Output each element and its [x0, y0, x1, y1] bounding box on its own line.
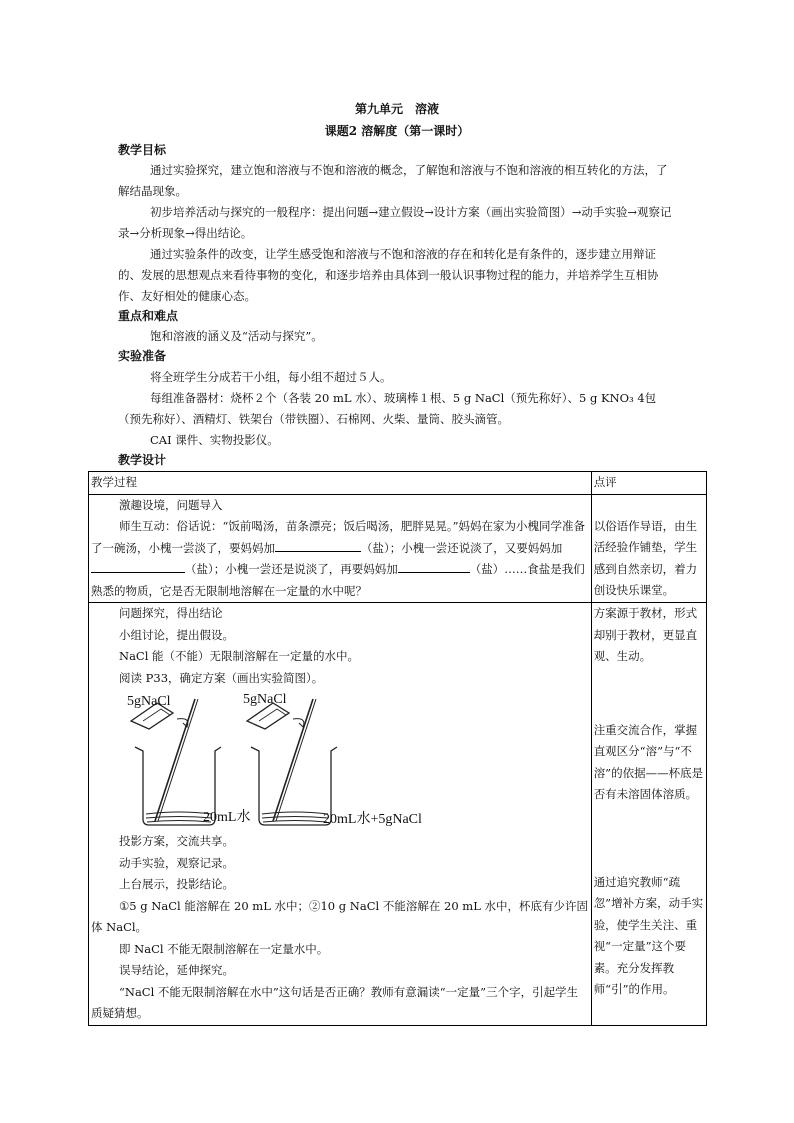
step-line: NaCl 能（不能）无限制溶解在一定量的水中。 [119, 649, 360, 663]
lesson-title: 课题2 溶解度（第一课时） [324, 124, 470, 138]
question-text: “NaCl 不能无限制溶解在水中”这句话是否正确？教师有意漏读“一定量”三个字，引起学生质疑猜想。 [91, 984, 579, 1020]
comment-text-1: 方案源于教材，形式却别于教材，更显直观、生动。 [593, 606, 698, 663]
goal-paragraph-3: 通过实验条件的改变，让学生感受饱和溶液与不饱和溶液的存在和转化是有条件的，逐步建立用辩证的、发展的思想观点来看待事物的变化，和逐步培养由具体到一般认识事物过程的能力，并培养学生互相协作、友好相处的健康心态。 [118, 247, 659, 303]
experiment-figure [91, 689, 589, 831]
goal-heading: 教学目标 [118, 143, 167, 157]
unit-title: 第九单元 溶液 [354, 102, 439, 116]
figure-label-1: 5gNaCl [127, 694, 171, 709]
conclusion-text: 即 NaCl 不能无限制溶解在一定量水中。 [119, 941, 329, 956]
figure-caption-2: 20mL水+5gNaCl [323, 812, 422, 827]
step-line: 动手实验，观察记录。 [119, 855, 234, 870]
stirring-rod-2-icon [273, 699, 313, 821]
step-line: 小组讨论，提出假设。 [119, 627, 234, 642]
result-text: ①5 g NaCl 能溶解在 20 mL 水中；②10 g NaCl 不能溶解在 20 mL 水中，杯底有少许固体 NaCl。 [91, 898, 588, 934]
teaching-design-table [88, 471, 707, 1026]
dialogue-part-c: （盐）；小槐一尝还是说淡了，再要妈妈加 [185, 562, 398, 576]
comment-cell-2 [591, 603, 706, 1026]
key-heading: 重点和难点 [118, 309, 179, 323]
prep-heading: 实验准备 [118, 349, 167, 363]
design-heading: 教学设计 [118, 453, 167, 467]
figure-label-2: 5gNaCl [243, 692, 287, 707]
table-row [89, 603, 707, 1026]
step-line: 阅读 P33，确定方案（画出实验简图）。 [119, 670, 324, 685]
process-cell-2 [89, 603, 592, 1026]
fill-blank [91, 560, 185, 573]
process-cell-1 [89, 494, 592, 603]
comment-text-3: 通过追究教师“疏忽”增补方案，动手实验，使学生关注、重视“一定量”这个要素。充分发挥教师“引”的作用。 [593, 874, 704, 996]
prep-paragraph-1: 将全班学生分成若干小组，每小组不超过５人。 [150, 370, 392, 384]
goal-paragraph-2: 初步培养活动与探究的一般程序：提出问题→建立假设→设计方案（画出实验简图）→动手实验→观察记录→分析现象→得出结论。 [118, 205, 672, 240]
step-line: 问题探究，得出结论 [119, 606, 223, 620]
step-line: 投影方案，交流共享。 [119, 834, 234, 848]
header-comment: 点评 [591, 472, 706, 495]
key-paragraph: 饱和溶液的涵义及“活动与探究”。 [150, 329, 323, 343]
comment-text: 以俗语作导语，由生活经验作铺垫，学生感到自然亲切，着力创设快乐课堂。 [593, 518, 698, 597]
figure-caption-1: 20mL水 [203, 810, 251, 825]
prep-paragraph-3: CAI 课件、实物投影仪。 [150, 433, 279, 447]
stirring-rod-1-icon [155, 699, 195, 821]
step-title: 激趣设境，问题导入 [119, 497, 223, 512]
table-row [89, 494, 707, 603]
dialogue-paragraph [91, 516, 589, 602]
dialogue-part-d: （盐）……食盐是我们熟悉的物质，它是否无限制地溶解在一定量的水中呢？ [91, 562, 585, 598]
table-header-row [89, 472, 707, 495]
mislead-text: 误导结论，延伸探究。 [119, 963, 234, 977]
step-line: 上台展示，投影结论。 [119, 877, 234, 891]
comment-cell-1 [591, 494, 706, 603]
dialogue-part-b: （盐）；小槐一尝还说淡了，又要妈妈加 [361, 540, 563, 555]
prep-paragraph-2: 每组准备器材：烧杯２个（各装 20 mL 水）、玻璃棒１根、5 g NaCl（预先称好）、5 g KNO₃ 4包（预先称好）、酒精灯、铁架台（带铁圈）、石棉网、火柴、量筒、胶头滴管。 [118, 391, 657, 426]
goal-paragraph-1: 通过实验探究，建立饱和溶液与不饱和溶液的概念，了解饱和溶液与不饱和溶液的相互转化的方法，了解结晶现象。 [118, 163, 668, 198]
fill-blank [398, 560, 470, 573]
dialogue-part-a: 师生互动：俗话说：“饭前喝汤，苗条漂亮；饭后喝汤，肥胖晃晃。”妈妈在家为小槐同学准备了一碗汤，小槐一尝淡了，要妈妈加 [91, 519, 586, 555]
header-process: 教学过程 [89, 472, 592, 495]
fill-blank [275, 539, 361, 552]
comment-text-2: 注重交流合作，掌握直观区分“溶”与“不溶”的依据——杯底是否有未溶固体溶质。 [593, 722, 704, 801]
